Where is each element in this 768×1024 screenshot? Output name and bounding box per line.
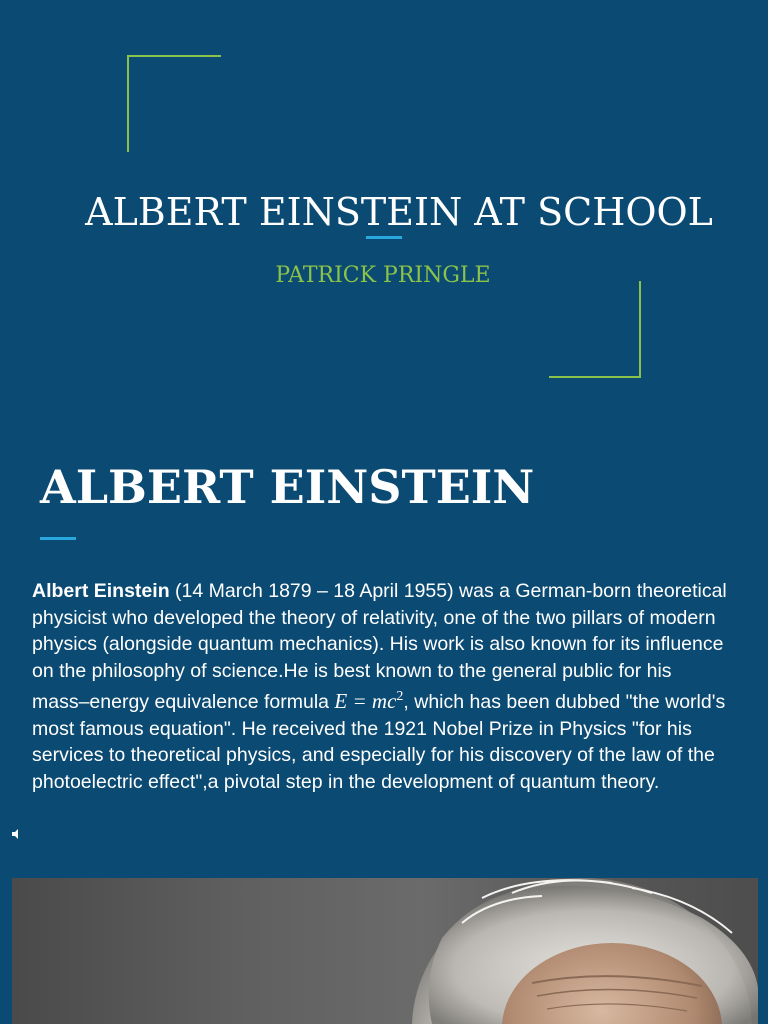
heading-accent-line	[40, 537, 76, 540]
speaker-icon[interactable]	[12, 829, 22, 839]
corner-bracket-bottom-right	[549, 281, 641, 378]
content-slide	[0, 430, 768, 1024]
biography-paragraph	[32, 578, 732, 795]
title-slide	[0, 0, 768, 430]
formula-equals: =	[347, 689, 372, 713]
einstein-photo	[12, 878, 758, 1024]
formula-exponent: 2	[396, 689, 404, 704]
photo-illustration	[12, 878, 758, 1024]
title-accent-line	[366, 236, 402, 239]
slide-subtitle-author: PATRICK PRINGLE	[275, 263, 491, 288]
corner-bracket-top-left	[127, 55, 221, 152]
formula	[334, 689, 403, 713]
name-bold: Albert Einstein	[32, 580, 170, 602]
formula-e: E	[334, 689, 348, 713]
section-heading: ALBERT EINSTEIN	[40, 460, 535, 514]
text-after-formula: , which has been dubbed "the world's most famous equation". He received the 1921 Nobel Prize in Physics "for his services to theoretical physics, and especially for his discovery of the law of the photoelectric effect",a pivotal step in the development of quantum theory.	[32, 691, 726, 793]
formula-mc: mc	[371, 689, 397, 713]
text-before-formula: (14 March 1879 – 18 April 1955) was a German-born theoretical physicist who developed the theory of relativity, one of the two pillars of modern physics (alongside quantum mechanics). His work is also known for its influence on the philosophy of science.He is best known to the general public for his mass–energy equivalence formula	[32, 580, 727, 713]
slide-title: ALBERT EINSTEIN AT SCHOOL	[85, 190, 713, 235]
